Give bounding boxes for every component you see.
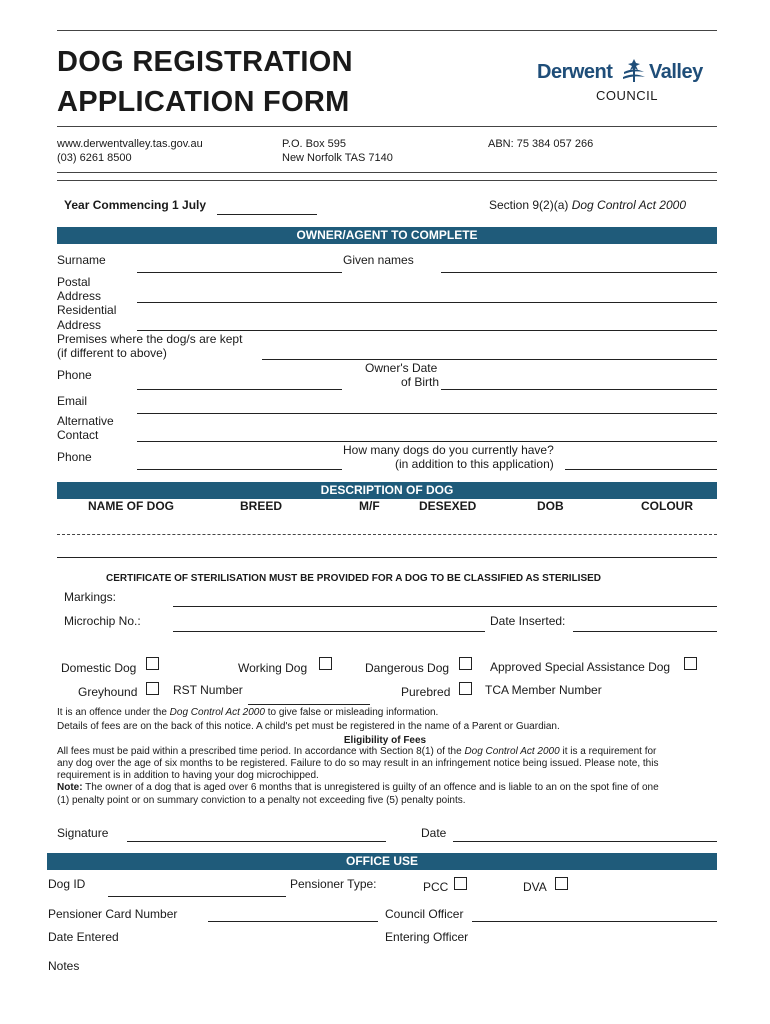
- given-names-label: Given names: [343, 253, 414, 267]
- dangerous-dog-checkbox[interactable]: [459, 657, 472, 670]
- section-act: Dog Control Act 2000: [571, 198, 686, 212]
- para1-a: All fees must be paid within a prescribed time period. In accordance with Section 8(1) of the: [57, 746, 465, 757]
- premises-label-1: Premises where the dog/s are kept: [57, 332, 243, 346]
- residential-label-1: Residential: [57, 303, 117, 317]
- address-text: New Norfolk TAS 7140: [282, 152, 393, 164]
- phone-field[interactable]: [137, 389, 342, 390]
- para1-b: it is a requirement for: [559, 746, 657, 757]
- offence-b: to give false or misleading information.: [264, 707, 439, 718]
- fees-paragraph-line1: [57, 746, 656, 758]
- pensioner-card-label: Pensioner Card Number: [48, 907, 178, 921]
- note-line2: (1) penalty point or on summary conviction to a penalty not exceeding five (5) penalty points.: [57, 795, 466, 806]
- markings-label: Markings:: [64, 590, 117, 604]
- phone-label: Phone: [57, 368, 92, 382]
- working-dog-checkbox[interactable]: [319, 657, 332, 670]
- purebred-label: Purebred: [401, 685, 451, 699]
- assistance-dog-checkbox[interactable]: [684, 657, 697, 670]
- sterilisation-notice: CERTIFICATE OF STERILISATION MUST BE PROVIDED FOR A DOG TO BE CLASSIFIED AS STERILISED: [106, 573, 602, 584]
- offence-notice: [57, 707, 438, 719]
- col-desexed: DESEXED: [419, 499, 477, 513]
- notes-label: Notes: [48, 959, 80, 973]
- dva-label: DVA: [523, 880, 547, 894]
- fees-paragraph-line2: any dog over the age of six months to be registered. Failure to do so may result in an infringement notice being issued. Please note, this: [57, 758, 659, 769]
- form-title-line2: APPLICATION FORM: [57, 86, 350, 118]
- alt-contact-label-1: Alternative: [57, 414, 114, 428]
- col-name-of-dog: NAME OF DOG: [88, 499, 174, 513]
- col-breed: BREED: [240, 499, 283, 513]
- email-field[interactable]: [137, 413, 717, 414]
- dangerous-dog-label: Dangerous Dog: [365, 661, 450, 675]
- header-rule: [57, 126, 717, 127]
- surname-label: Surname: [57, 253, 106, 267]
- tca-member-label: TCA Member Number: [485, 683, 602, 697]
- rule-b: [57, 180, 717, 181]
- dob-label-2: of Birth: [401, 375, 440, 389]
- dogs-question-2: (in addition to this application): [395, 457, 554, 471]
- col-colour: COLOUR: [641, 499, 693, 513]
- dog-id-field[interactable]: [108, 896, 286, 897]
- eligibility-heading: Eligibility of Fees: [343, 735, 427, 746]
- rst-number-label: RST Number: [173, 683, 243, 697]
- working-dog-label: Working Dog: [238, 661, 308, 675]
- council-officer-field[interactable]: [472, 921, 717, 922]
- note-line1: [57, 782, 659, 794]
- microchip-label: Microchip No.:: [64, 614, 141, 628]
- abn-text: ABN: 75 384 057 266: [488, 138, 594, 150]
- logo-name-left: Derwent: [537, 61, 613, 83]
- residential-label-2: Address: [57, 318, 102, 332]
- rst-number-field[interactable]: [248, 704, 370, 705]
- greyhound-checkbox[interactable]: [146, 682, 159, 695]
- pcc-label: PCC: [423, 880, 449, 894]
- office-use-band: OFFICE USE: [47, 853, 717, 870]
- dog-entry-row-bottom: [57, 557, 717, 558]
- section-reference: [489, 198, 686, 212]
- po-box-text: P.O. Box 595: [282, 138, 347, 150]
- logo-name-right: Valley: [649, 61, 703, 83]
- year-commencing-label: Year Commencing 1 July: [64, 198, 207, 212]
- owner-dob-field[interactable]: [441, 389, 717, 390]
- phone2-field[interactable]: [137, 469, 342, 470]
- offence-act: Dog Control Act 2000: [169, 707, 265, 718]
- email-label: Email: [57, 394, 88, 408]
- purebred-checkbox[interactable]: [459, 682, 472, 695]
- premises-field[interactable]: [262, 359, 717, 360]
- date-inserted-field[interactable]: [573, 631, 717, 632]
- surname-field[interactable]: [137, 272, 342, 273]
- premises-label-2: (if different to above): [57, 346, 167, 360]
- residential-address-field[interactable]: [137, 330, 717, 331]
- date-inserted-label: Date Inserted:: [490, 614, 566, 628]
- given-names-field[interactable]: [441, 272, 717, 273]
- rule-a: [57, 172, 717, 173]
- date-entered-label: Date Entered: [48, 930, 119, 944]
- signature-label: Signature: [57, 826, 109, 840]
- section-prefix: Section 9(2)(a): [489, 198, 572, 212]
- pensioner-card-field[interactable]: [208, 921, 378, 922]
- alt-contact-field[interactable]: [137, 441, 717, 442]
- top-rule: [57, 30, 717, 31]
- logo-council: COUNCIL: [596, 88, 659, 103]
- phone2-label: Phone: [57, 450, 92, 464]
- dob-label-1: Owner's Date: [365, 361, 438, 375]
- postal-address-field[interactable]: [137, 302, 717, 303]
- col-mf: M/F: [359, 499, 380, 513]
- dogs-count-field[interactable]: [565, 469, 717, 470]
- council-logo: [537, 58, 712, 108]
- offence-a: It is an offence under the: [57, 707, 170, 718]
- note-text: The owner of a dog that is aged over 6 months that is unregistered is guilty of an offence and is liable to an on the spot fine of one: [82, 782, 659, 793]
- greyhound-label: Greyhound: [78, 685, 138, 699]
- note-label: Note:: [57, 782, 83, 793]
- para1-act: Dog Control Act 2000: [464, 746, 560, 757]
- dog-entry-row[interactable]: [57, 534, 717, 535]
- alt-contact-label-2: Contact: [57, 428, 99, 442]
- assistance-dog-label: Approved Special Assistance Dog: [490, 660, 671, 674]
- fees-paragraph-line3: requirement is in addition to having your dog microchipped.: [57, 770, 319, 781]
- dog-band: DESCRIPTION OF DOG: [57, 482, 717, 499]
- date-field[interactable]: [453, 841, 717, 842]
- postal-label-1: Postal: [57, 275, 91, 289]
- date-label: Date: [421, 826, 447, 840]
- microchip-field[interactable]: [173, 631, 485, 632]
- dogs-question-1: How many dogs do you currently have?: [343, 443, 554, 457]
- entering-officer-label: Entering Officer: [385, 930, 469, 944]
- pcc-checkbox[interactable]: [454, 877, 467, 890]
- form-title-line1: DOG REGISTRATION: [57, 46, 353, 78]
- dva-checkbox[interactable]: [555, 877, 568, 890]
- domestic-dog-label: Domestic Dog: [61, 661, 137, 675]
- logo-tree-icon: [621, 58, 647, 84]
- domestic-dog-checkbox[interactable]: [146, 657, 159, 670]
- signature-field[interactable]: [127, 841, 386, 842]
- col-dob: DOB: [537, 499, 564, 513]
- fees-back-notice: Details of fees are on the back of this notice. A child's pet must be registered in the name of a Parent or Guardian.: [57, 721, 560, 732]
- phone-text: (03) 6261 8500: [57, 152, 132, 164]
- pensioner-type-label: Pensioner Type:: [290, 877, 377, 891]
- website-text: www.derwentvalley.tas.gov.au: [57, 138, 203, 150]
- markings-field[interactable]: [173, 606, 717, 607]
- council-officer-label: Council Officer: [385, 907, 464, 921]
- dog-id-label: Dog ID: [48, 877, 86, 891]
- postal-label-2: Address: [57, 289, 102, 303]
- owner-band: OWNER/AGENT TO COMPLETE: [57, 227, 717, 244]
- year-field[interactable]: [217, 214, 317, 215]
